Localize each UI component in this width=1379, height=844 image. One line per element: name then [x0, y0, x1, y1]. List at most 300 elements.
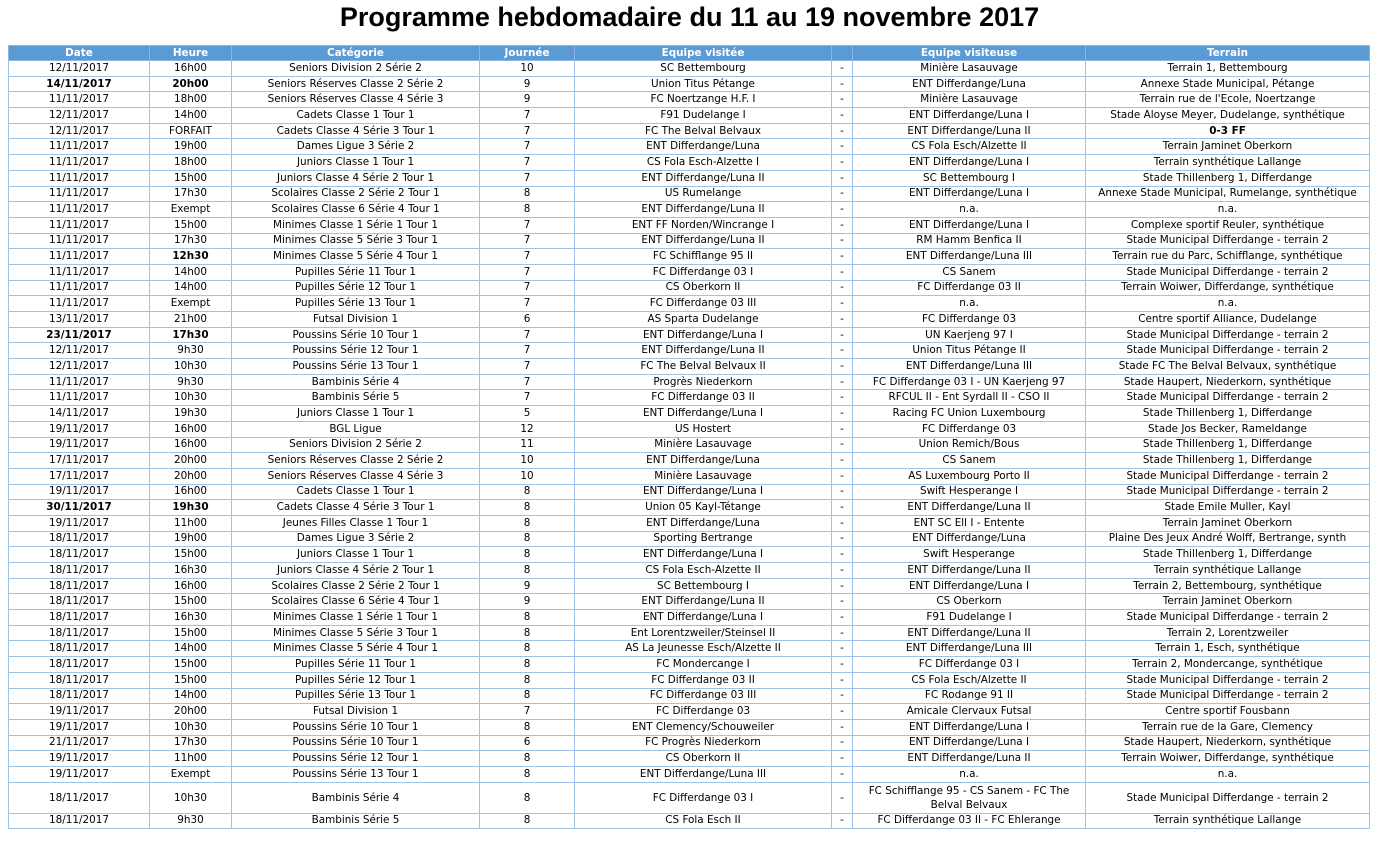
- equipe-visitee-cell: FC Schifflange 95 II: [575, 249, 832, 265]
- date-cell: 11/11/2017: [9, 92, 150, 108]
- heure-cell: 14h00: [150, 108, 232, 124]
- equipe-visiteuse-cell: ENT Differdange/Luna II: [853, 563, 1086, 579]
- separator-cell: -: [832, 437, 853, 453]
- journee-cell: 5: [480, 406, 575, 422]
- table-row: [9, 170, 1370, 186]
- equipe-visitee-cell: Minière Lasauvage: [575, 437, 832, 453]
- equipe-visitee-cell: US Hostert: [575, 421, 832, 437]
- equipe-visitee-cell: FC Differdange 03 III: [575, 688, 832, 704]
- equipe-visitee-cell: FC The Belval Belvaux II: [575, 359, 832, 375]
- equipe-visiteuse-cell: Union Remich/Bous: [853, 437, 1086, 453]
- equipe-visiteuse-cell: Amicale Clervaux Futsal: [853, 704, 1086, 720]
- heure-cell: 10h30: [150, 390, 232, 406]
- terrain-cell: Stade Aloyse Meyer, Dudelange, synthétique: [1086, 108, 1370, 124]
- table-row: [9, 186, 1370, 202]
- categorie-cell: Poussins Série 10 Tour 1: [232, 735, 480, 751]
- journee-cell: 7: [480, 249, 575, 265]
- categorie-cell: Scolaires Classe 6 Série 4 Tour 1: [232, 202, 480, 218]
- terrain-cell: Stade Thillenberg 1, Differdange: [1086, 437, 1370, 453]
- date-cell: 11/11/2017: [9, 390, 150, 406]
- header-terrain: Terrain: [1086, 46, 1370, 61]
- categorie-cell: Scolaires Classe 2 Série 2 Tour 1: [232, 186, 480, 202]
- date-cell: 11/11/2017: [9, 296, 150, 312]
- categorie-cell: Poussins Série 13 Tour 1: [232, 766, 480, 782]
- heure-cell: 16h00: [150, 421, 232, 437]
- header-journee: Journée: [480, 46, 575, 61]
- separator-cell: -: [832, 390, 853, 406]
- equipe-visiteuse-cell: FC Differdange 03 II: [853, 280, 1086, 296]
- terrain-cell: Terrain Jaminet Oberkorn: [1086, 139, 1370, 155]
- journee-cell: 10: [480, 453, 575, 469]
- header-date: Date: [9, 46, 150, 61]
- categorie-cell: Juniors Classe 1 Tour 1: [232, 406, 480, 422]
- date-cell: 14/11/2017: [9, 406, 150, 422]
- separator-cell: -: [832, 217, 853, 233]
- categorie-cell: Dames Ligue 3 Série 2: [232, 139, 480, 155]
- table-row: [9, 312, 1370, 328]
- journee-cell: 8: [480, 531, 575, 547]
- separator-cell: -: [832, 343, 853, 359]
- terrain-cell: Stade Thillenberg 1, Differdange: [1086, 547, 1370, 563]
- equipe-visiteuse-cell: Minière Lasauvage: [853, 61, 1086, 77]
- categorie-cell: Scolaires Classe 6 Série 4 Tour 1: [232, 594, 480, 610]
- heure-cell: Exempt: [150, 766, 232, 782]
- separator-cell: -: [832, 735, 853, 751]
- terrain-cell: Stade FC The Belval Belvaux, synthétique: [1086, 359, 1370, 375]
- separator-cell: -: [832, 531, 853, 547]
- heure-cell: 18h00: [150, 155, 232, 171]
- journee-cell: 7: [480, 155, 575, 171]
- categorie-cell: Bambinis Série 4: [232, 374, 480, 390]
- journee-cell: 8: [480, 657, 575, 673]
- heure-cell: 10h30: [150, 719, 232, 735]
- categorie-cell: Poussins Série 13 Tour 1: [232, 359, 480, 375]
- date-cell: 12/11/2017: [9, 123, 150, 139]
- terrain-cell: 0-3 FF: [1086, 123, 1370, 139]
- categorie-cell: Pupilles Série 13 Tour 1: [232, 296, 480, 312]
- heure-cell: Exempt: [150, 202, 232, 218]
- equipe-visitee-cell: ENT Differdange/Luna II: [575, 343, 832, 359]
- separator-cell: -: [832, 155, 853, 171]
- equipe-visitee-cell: AS La Jeunesse Esch/Alzette II: [575, 641, 832, 657]
- terrain-cell: Terrain 2, Lorentzweiler: [1086, 625, 1370, 641]
- table-row: [9, 453, 1370, 469]
- separator-cell: -: [832, 264, 853, 280]
- equipe-visitee-cell: ENT Differdange/Luna II: [575, 594, 832, 610]
- terrain-cell: Terrain synthétique Lallange: [1086, 813, 1370, 829]
- date-cell: 11/11/2017: [9, 170, 150, 186]
- categorie-cell: Minimes Classe 5 Série 4 Tour 1: [232, 641, 480, 657]
- equipe-visiteuse-cell: ENT Differdange/Luna II: [853, 123, 1086, 139]
- journee-cell: 7: [480, 233, 575, 249]
- equipe-visiteuse-cell: F91 Dudelange I: [853, 610, 1086, 626]
- heure-cell: 15h00: [150, 672, 232, 688]
- header-equipe-visiteuse: Equipe visiteuse: [853, 46, 1086, 61]
- heure-cell: 21h00: [150, 312, 232, 328]
- terrain-cell: Terrain Jaminet Oberkorn: [1086, 515, 1370, 531]
- equipe-visiteuse-cell: ENT Differdange/Luna III: [853, 249, 1086, 265]
- journee-cell: 8: [480, 625, 575, 641]
- table-row: [9, 547, 1370, 563]
- separator-cell: -: [832, 625, 853, 641]
- terrain-cell: n.a.: [1086, 296, 1370, 312]
- equipe-visitee-cell: FC Differdange 03: [575, 704, 832, 720]
- table-row: [9, 641, 1370, 657]
- schedule-table: [8, 45, 1370, 829]
- date-cell: 12/11/2017: [9, 359, 150, 375]
- heure-cell: 15h00: [150, 217, 232, 233]
- journee-cell: 10: [480, 61, 575, 77]
- table-row: [9, 484, 1370, 500]
- separator-cell: -: [832, 484, 853, 500]
- separator-cell: -: [832, 186, 853, 202]
- journee-cell: 7: [480, 123, 575, 139]
- terrain-cell: Stade Municipal Differdange - terrain 2: [1086, 672, 1370, 688]
- separator-cell: -: [832, 312, 853, 328]
- table-row: [9, 374, 1370, 390]
- terrain-cell: Stade Thillenberg 1, Differdange: [1086, 406, 1370, 422]
- heure-cell: 17h30: [150, 327, 232, 343]
- journee-cell: 7: [480, 374, 575, 390]
- categorie-cell: Pupilles Série 11 Tour 1: [232, 264, 480, 280]
- date-cell: 19/11/2017: [9, 484, 150, 500]
- categorie-cell: Poussins Série 12 Tour 1: [232, 751, 480, 767]
- journee-cell: 8: [480, 672, 575, 688]
- heure-cell: 15h00: [150, 547, 232, 563]
- heure-cell: 11h00: [150, 515, 232, 531]
- date-cell: 11/11/2017: [9, 186, 150, 202]
- terrain-cell: Terrain Woiwer, Differdange, synthétique: [1086, 751, 1370, 767]
- terrain-cell: Terrain rue du Parc, Schifflange, synthétique: [1086, 249, 1370, 265]
- equipe-visitee-cell: Progrès Niederkorn: [575, 374, 832, 390]
- table-row: [9, 233, 1370, 249]
- equipe-visiteuse-cell: ENT Differdange/Luna III: [853, 641, 1086, 657]
- separator-cell: -: [832, 813, 853, 829]
- table-row: [9, 594, 1370, 610]
- categorie-cell: Cadets Classe 1 Tour 1: [232, 484, 480, 500]
- heure-cell: 12h30: [150, 249, 232, 265]
- heure-cell: 20h00: [150, 453, 232, 469]
- categorie-cell: Seniors Réserves Classe 4 Série 3: [232, 468, 480, 484]
- table-row: [9, 264, 1370, 280]
- journee-cell: 8: [480, 484, 575, 500]
- terrain-cell: Terrain rue de la Gare, Clemency: [1086, 719, 1370, 735]
- journee-cell: 9: [480, 92, 575, 108]
- date-cell: 17/11/2017: [9, 468, 150, 484]
- equipe-visiteuse-cell: ENT Differdange/Luna I: [853, 108, 1086, 124]
- header-equipe-visitee: Equipe visitée: [575, 46, 832, 61]
- date-cell: 11/11/2017: [9, 249, 150, 265]
- journee-cell: 7: [480, 704, 575, 720]
- journee-cell: 8: [480, 766, 575, 782]
- heure-cell: 20h00: [150, 704, 232, 720]
- journee-cell: 7: [480, 280, 575, 296]
- categorie-cell: Scolaires Classe 2 Série 2 Tour 1: [232, 578, 480, 594]
- equipe-visitee-cell: ENT Differdange/Luna I: [575, 327, 832, 343]
- heure-cell: 17h30: [150, 735, 232, 751]
- header-categorie: Catégorie: [232, 46, 480, 61]
- terrain-cell: Terrain 2, Bettembourg, synthétique: [1086, 578, 1370, 594]
- date-cell: 18/11/2017: [9, 688, 150, 704]
- journee-cell: 8: [480, 813, 575, 829]
- terrain-cell: Annexe Stade Municipal, Pétange: [1086, 76, 1370, 92]
- journee-cell: 10: [480, 468, 575, 484]
- journee-cell: 7: [480, 264, 575, 280]
- heure-cell: 15h00: [150, 170, 232, 186]
- separator-cell: -: [832, 61, 853, 77]
- date-cell: 12/11/2017: [9, 108, 150, 124]
- categorie-cell: Futsal Division 1: [232, 312, 480, 328]
- equipe-visitee-cell: FC Differdange 03 I: [575, 782, 832, 813]
- terrain-cell: Stade Municipal Differdange - terrain 2: [1086, 390, 1370, 406]
- journee-cell: 8: [480, 515, 575, 531]
- heure-cell: 9h30: [150, 813, 232, 829]
- table-row: [9, 202, 1370, 218]
- journee-cell: 7: [480, 296, 575, 312]
- date-cell: 18/11/2017: [9, 641, 150, 657]
- categorie-cell: Cadets Classe 4 Série 3 Tour 1: [232, 123, 480, 139]
- table-row: [9, 751, 1370, 767]
- equipe-visiteuse-cell: ENT SC Ell I - Entente: [853, 515, 1086, 531]
- terrain-cell: Stade Municipal Differdange - terrain 2: [1086, 484, 1370, 500]
- separator-cell: -: [832, 374, 853, 390]
- date-cell: 11/11/2017: [9, 217, 150, 233]
- date-cell: 18/11/2017: [9, 594, 150, 610]
- date-cell: 30/11/2017: [9, 500, 150, 516]
- table-row: [9, 421, 1370, 437]
- table-row: [9, 390, 1370, 406]
- equipe-visiteuse-cell: ENT Differdange/Luna II: [853, 625, 1086, 641]
- separator-cell: -: [832, 672, 853, 688]
- categorie-cell: Juniors Classe 4 Série 2 Tour 1: [232, 563, 480, 579]
- equipe-visiteuse-cell: ENT Differdange/Luna I: [853, 735, 1086, 751]
- separator-cell: -: [832, 766, 853, 782]
- separator-cell: -: [832, 657, 853, 673]
- date-cell: 12/11/2017: [9, 343, 150, 359]
- equipe-visiteuse-cell: SC Bettembourg I: [853, 170, 1086, 186]
- equipe-visiteuse-cell: FC Schifflange 95 - CS Sanem - FC The Belval Belvaux: [853, 782, 1086, 813]
- equipe-visitee-cell: Sporting Bertrange: [575, 531, 832, 547]
- separator-cell: -: [832, 515, 853, 531]
- table-row: [9, 500, 1370, 516]
- separator-cell: -: [832, 468, 853, 484]
- terrain-cell: n.a.: [1086, 766, 1370, 782]
- equipe-visitee-cell: ENT Differdange/Luna II: [575, 202, 832, 218]
- date-cell: 17/11/2017: [9, 453, 150, 469]
- equipe-visiteuse-cell: CS Sanem: [853, 264, 1086, 280]
- heure-cell: 14h00: [150, 641, 232, 657]
- terrain-cell: Stade Municipal Differdange - terrain 2: [1086, 233, 1370, 249]
- date-cell: 19/11/2017: [9, 421, 150, 437]
- equipe-visitee-cell: FC Differdange 03 II: [575, 390, 832, 406]
- table-row: [9, 735, 1370, 751]
- table-row: [9, 657, 1370, 673]
- heure-cell: Exempt: [150, 296, 232, 312]
- equipe-visiteuse-cell: FC Rodange 91 II: [853, 688, 1086, 704]
- journee-cell: 11: [480, 437, 575, 453]
- journee-cell: 7: [480, 327, 575, 343]
- equipe-visitee-cell: ENT Differdange/Luna: [575, 515, 832, 531]
- journee-cell: 7: [480, 390, 575, 406]
- terrain-cell: Stade Jos Becker, Rameldange: [1086, 421, 1370, 437]
- terrain-cell: Stade Municipal Differdange - terrain 2: [1086, 343, 1370, 359]
- categorie-cell: Pupilles Série 13 Tour 1: [232, 688, 480, 704]
- journee-cell: 8: [480, 500, 575, 516]
- journee-cell: 9: [480, 578, 575, 594]
- separator-cell: -: [832, 453, 853, 469]
- table-row: [9, 76, 1370, 92]
- equipe-visitee-cell: US Rumelange: [575, 186, 832, 202]
- categorie-cell: Pupilles Série 11 Tour 1: [232, 657, 480, 673]
- equipe-visitee-cell: SC Bettembourg: [575, 61, 832, 77]
- separator-cell: -: [832, 547, 853, 563]
- categorie-cell: Seniors Réserves Classe 2 Série 2: [232, 453, 480, 469]
- equipe-visiteuse-cell: CS Fola Esch/Alzette II: [853, 139, 1086, 155]
- date-cell: 14/11/2017: [9, 76, 150, 92]
- categorie-cell: Cadets Classe 4 Série 3 Tour 1: [232, 500, 480, 516]
- date-cell: 11/11/2017: [9, 139, 150, 155]
- date-cell: 11/11/2017: [9, 202, 150, 218]
- heure-cell: 20h00: [150, 76, 232, 92]
- table-row: [9, 139, 1370, 155]
- equipe-visiteuse-cell: FC Differdange 03: [853, 421, 1086, 437]
- categorie-cell: Seniors Réserves Classe 4 Série 3: [232, 92, 480, 108]
- separator-cell: -: [832, 704, 853, 720]
- heure-cell: 16h00: [150, 437, 232, 453]
- categorie-cell: Futsal Division 1: [232, 704, 480, 720]
- table-row: [9, 343, 1370, 359]
- heure-cell: 16h30: [150, 563, 232, 579]
- categorie-cell: Jeunes Filles Classe 1 Tour 1: [232, 515, 480, 531]
- date-cell: 11/11/2017: [9, 374, 150, 390]
- journee-cell: 7: [480, 217, 575, 233]
- separator-cell: -: [832, 359, 853, 375]
- table-row: [9, 123, 1370, 139]
- table-row: [9, 406, 1370, 422]
- separator-cell: -: [832, 92, 853, 108]
- equipe-visitee-cell: CS Oberkorn II: [575, 751, 832, 767]
- equipe-visitee-cell: FC Differdange 03 III: [575, 296, 832, 312]
- separator-cell: -: [832, 327, 853, 343]
- equipe-visiteuse-cell: RFCUL II - Ent Syrdall II - CSO II: [853, 390, 1086, 406]
- journee-cell: 8: [480, 547, 575, 563]
- separator-cell: -: [832, 233, 853, 249]
- date-cell: 18/11/2017: [9, 657, 150, 673]
- journee-cell: 12: [480, 421, 575, 437]
- terrain-cell: Stade Municipal Differdange - terrain 2: [1086, 468, 1370, 484]
- date-cell: 18/11/2017: [9, 547, 150, 563]
- categorie-cell: Pupilles Série 12 Tour 1: [232, 672, 480, 688]
- journee-cell: 9: [480, 594, 575, 610]
- equipe-visiteuse-cell: FC Differdange 03 II - FC Ehlerange: [853, 813, 1086, 829]
- date-cell: 19/11/2017: [9, 515, 150, 531]
- table-row: [9, 108, 1370, 124]
- separator-cell: -: [832, 500, 853, 516]
- journee-cell: 7: [480, 139, 575, 155]
- categorie-cell: Bambinis Série 5: [232, 390, 480, 406]
- date-cell: 21/11/2017: [9, 735, 150, 751]
- equipe-visiteuse-cell: FC Differdange 03 I: [853, 657, 1086, 673]
- equipe-visitee-cell: FC Mondercange I: [575, 657, 832, 673]
- heure-cell: 10h30: [150, 782, 232, 813]
- terrain-cell: Stade Municipal Differdange - terrain 2: [1086, 610, 1370, 626]
- separator-cell: -: [832, 280, 853, 296]
- heure-cell: 16h00: [150, 484, 232, 500]
- equipe-visitee-cell: Minière Lasauvage: [575, 468, 832, 484]
- table-row: [9, 688, 1370, 704]
- journee-cell: 8: [480, 202, 575, 218]
- table-row: [9, 578, 1370, 594]
- categorie-cell: Minimes Classe 1 Série 1 Tour 1: [232, 610, 480, 626]
- categorie-cell: Dames Ligue 3 Série 2: [232, 531, 480, 547]
- heure-cell: 11h00: [150, 751, 232, 767]
- date-cell: 11/11/2017: [9, 155, 150, 171]
- table-row: [9, 625, 1370, 641]
- journee-cell: 6: [480, 312, 575, 328]
- equipe-visitee-cell: ENT Differdange/Luna I: [575, 547, 832, 563]
- equipe-visitee-cell: FC Differdange 03 II: [575, 672, 832, 688]
- equipe-visiteuse-cell: AS Luxembourg Porto II: [853, 468, 1086, 484]
- equipe-visitee-cell: F91 Dudelange I: [575, 108, 832, 124]
- date-cell: 19/11/2017: [9, 751, 150, 767]
- table-header-row: [9, 46, 1370, 61]
- categorie-cell: Poussins Série 10 Tour 1: [232, 327, 480, 343]
- heure-cell: 14h00: [150, 688, 232, 704]
- date-cell: 13/11/2017: [9, 312, 150, 328]
- equipe-visiteuse-cell: Racing FC Union Luxembourg: [853, 406, 1086, 422]
- terrain-cell: Terrain synthétique Lallange: [1086, 563, 1370, 579]
- equipe-visiteuse-cell: ENT Differdange/Luna I: [853, 578, 1086, 594]
- separator-cell: -: [832, 751, 853, 767]
- categorie-cell: Minimes Classe 5 Série 4 Tour 1: [232, 249, 480, 265]
- equipe-visitee-cell: FC Noertzange H.F. I: [575, 92, 832, 108]
- table-row: [9, 813, 1370, 829]
- table-row: [9, 704, 1370, 720]
- equipe-visitee-cell: Union 05 Kayl-Tétange: [575, 500, 832, 516]
- heure-cell: 19h30: [150, 500, 232, 516]
- heure-cell: 19h00: [150, 531, 232, 547]
- date-cell: 18/11/2017: [9, 813, 150, 829]
- terrain-cell: Terrain Jaminet Oberkorn: [1086, 594, 1370, 610]
- equipe-visiteuse-cell: CS Oberkorn: [853, 594, 1086, 610]
- terrain-cell: Stade Thillenberg 1, Differdange: [1086, 453, 1370, 469]
- separator-cell: -: [832, 108, 853, 124]
- table-row: [9, 92, 1370, 108]
- equipe-visitee-cell: FC Progrès Niederkorn: [575, 735, 832, 751]
- equipe-visiteuse-cell: ENT Differdange/Luna: [853, 531, 1086, 547]
- equipe-visitee-cell: AS Sparta Dudelange: [575, 312, 832, 328]
- equipe-visiteuse-cell: RM Hamm Benfica II: [853, 233, 1086, 249]
- table-row: [9, 531, 1370, 547]
- separator-cell: -: [832, 688, 853, 704]
- equipe-visiteuse-cell: Swift Hesperange I: [853, 484, 1086, 500]
- categorie-cell: Poussins Série 10 Tour 1: [232, 719, 480, 735]
- separator-cell: -: [832, 421, 853, 437]
- table-row: [9, 468, 1370, 484]
- journee-cell: 6: [480, 735, 575, 751]
- table-row: [9, 249, 1370, 265]
- table-row: [9, 217, 1370, 233]
- date-cell: 19/11/2017: [9, 719, 150, 735]
- date-cell: 11/11/2017: [9, 280, 150, 296]
- equipe-visiteuse-cell: n.a.: [853, 202, 1086, 218]
- date-cell: 18/11/2017: [9, 610, 150, 626]
- table-row: [9, 672, 1370, 688]
- equipe-visiteuse-cell: ENT Differdange/Luna: [853, 76, 1086, 92]
- date-cell: 11/11/2017: [9, 233, 150, 249]
- separator-cell: -: [832, 139, 853, 155]
- equipe-visitee-cell: ENT Differdange/Luna III: [575, 766, 832, 782]
